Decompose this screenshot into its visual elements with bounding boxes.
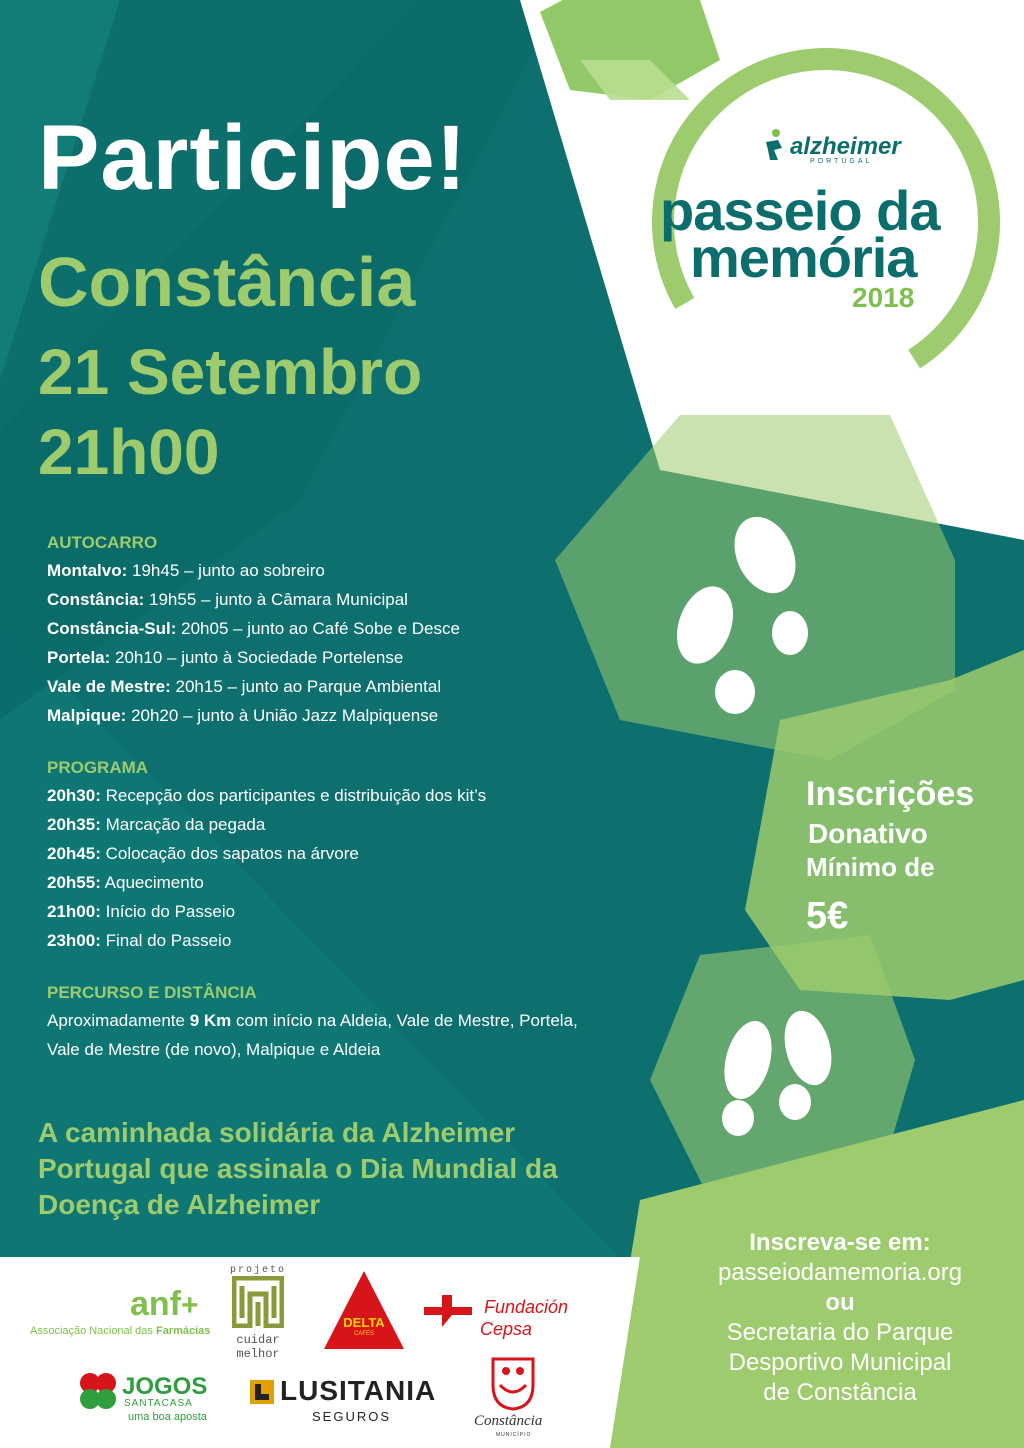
event-city: Constância xyxy=(38,243,416,321)
anf-mark: anf xyxy=(130,1285,181,1323)
program-time: 20h45: xyxy=(47,844,101,863)
inscricoes-box xyxy=(790,775,1015,938)
autocarro-title: AUTOCARRO xyxy=(47,533,158,552)
program-time: 20h35: xyxy=(47,815,101,834)
percurso-section xyxy=(47,980,607,1064)
program-time: 20h30: xyxy=(47,786,101,805)
cuidar-line2: melhor xyxy=(236,1347,280,1361)
program-time: 21h00: xyxy=(47,902,101,921)
event-year: 2018 xyxy=(852,282,915,313)
lusitania-icon xyxy=(250,1380,274,1409)
cuidar-maze-icon xyxy=(232,1276,284,1328)
list-item xyxy=(47,839,486,868)
stop-place: Vale de Mestre: xyxy=(47,677,171,696)
program-detail: Início do Passeio xyxy=(100,902,236,921)
list-item xyxy=(47,672,460,701)
autocarro-section xyxy=(47,530,460,730)
programa-section xyxy=(47,755,486,955)
register-line1: Secretaria do Parque xyxy=(726,1319,954,1346)
percurso-title: PERCURSO E DISTÂNCIA xyxy=(47,983,257,1002)
list-item xyxy=(47,897,486,926)
programa-title: PROGRAMA xyxy=(47,758,149,777)
stop-place: Montalvo: xyxy=(47,561,128,580)
stop-place: Constância-Sul: xyxy=(47,619,177,638)
register-line3: de Constância xyxy=(763,1379,917,1406)
percurso-text-after: com início na Aldeia, Vale de Mestre, Portela, Vale de Mestre (de novo), Malpique e Aldeia xyxy=(47,1011,578,1059)
cuidar-line1: cuidar xyxy=(236,1333,280,1347)
plus-icon: + xyxy=(181,1289,199,1322)
event-date: 21 Setembro xyxy=(38,336,423,408)
anf-name-a: Associação Nacional das xyxy=(30,1325,156,1337)
jogos-tagline: uma boa aposta xyxy=(128,1411,207,1423)
list-item xyxy=(47,868,486,897)
percurso-text-before: Aproximadamente xyxy=(47,1011,190,1030)
jogos-sub: SANTACASA xyxy=(124,1398,193,1409)
event-name-line2: memória xyxy=(690,226,917,289)
constancia-crest-icon xyxy=(488,1355,538,1416)
cepsa-line2: Cepsa xyxy=(480,1319,533,1339)
anf-name xyxy=(30,1325,210,1337)
stop-detail: 19h55 – junto à Câmara Municipal xyxy=(144,590,408,609)
inscricoes-donativo: Donativo xyxy=(808,818,928,849)
tagline: A caminhada solidária da Alzheimer Portugal que assinala o Dia Mundial da Doença de Alzheimer xyxy=(38,1117,558,1220)
alzheimer-logo-icon xyxy=(762,128,786,167)
program-detail: Final do Passeio xyxy=(100,931,232,950)
event-time: 21h00 xyxy=(38,416,220,488)
register-box xyxy=(660,1228,1020,1408)
register-url[interactable]: passeiodamemoria.org xyxy=(717,1259,963,1286)
stop-detail: 20h20 – junto à União Jazz Malpiquense xyxy=(126,706,439,725)
constancia-sub: MUNICÍPIO xyxy=(496,1432,532,1438)
list-item xyxy=(47,781,486,810)
inscricoes-title: Inscrições xyxy=(806,775,975,813)
alzheimer-brand: alzheimer xyxy=(790,133,901,160)
event-name-line1: passeio da xyxy=(660,179,940,242)
alzheimer-brand-sub: PORTUGAL xyxy=(810,158,873,165)
delta-logo xyxy=(322,1269,406,1356)
stop-detail: 20h10 – junto à Sociedade Portelense xyxy=(110,648,404,667)
program-time: 23h00: xyxy=(47,931,101,950)
stop-place: Constância: xyxy=(47,590,145,609)
list-item xyxy=(47,810,486,839)
lusitania-name: LUSITANIA xyxy=(280,1375,437,1406)
sponsors-strip xyxy=(0,1257,600,1448)
page-title: Participe! xyxy=(38,107,468,209)
list-item xyxy=(47,556,460,585)
list-item xyxy=(47,701,460,730)
program-detail: Recepção dos participantes e distribuição dos kit’s xyxy=(100,786,487,805)
percurso-distance: 9 Km xyxy=(189,1011,232,1030)
anf-name-b: Farmácias xyxy=(155,1325,211,1337)
stop-place: Portela: xyxy=(47,648,111,667)
cepsa-icon xyxy=(422,1293,474,1329)
stop-place: Malpique: xyxy=(47,706,127,725)
jogos-name: JOGOS xyxy=(122,1373,208,1400)
stop-detail: 19h45 – junto ao sobreiro xyxy=(127,561,325,580)
cepsa-line1: Fundación xyxy=(484,1297,569,1317)
stop-detail: 20h05 – junto ao Café Sobe e Desce xyxy=(176,619,460,638)
delta-sub: CAFÉS xyxy=(353,1331,374,1337)
cuidar-top: projeto xyxy=(229,1265,286,1276)
register-heading: Inscreva-se em: xyxy=(749,1229,931,1256)
inscricoes-minimo: Mínimo de xyxy=(806,852,935,882)
cuidar-melhor-logo xyxy=(228,1265,288,1361)
register-or: ou xyxy=(825,1289,855,1316)
program-time: 20h55: xyxy=(47,873,101,892)
delta-triangle-icon xyxy=(322,1269,406,1351)
list-item xyxy=(47,926,486,955)
program-detail: Aquecimento xyxy=(100,873,204,892)
lusitania-sub: SEGUROS xyxy=(312,1409,392,1424)
anf-logo xyxy=(130,1285,199,1324)
inscricoes-amount: 5€ xyxy=(806,895,849,937)
program-detail: Marcação da pegada xyxy=(100,815,266,834)
list-item xyxy=(47,614,460,643)
stop-detail: 20h15 – junto ao Parque Ambiental xyxy=(170,677,442,696)
percurso-text xyxy=(47,1006,607,1064)
program-detail: Colocação dos sapatos na árvore xyxy=(100,844,359,863)
list-item xyxy=(47,643,460,672)
register-line2: Desportivo Municipal xyxy=(728,1349,952,1376)
delta-name: DELTA xyxy=(343,1315,385,1330)
constancia-name: Constância xyxy=(474,1413,543,1429)
santacasa-clover-icon xyxy=(76,1369,120,1418)
list-item xyxy=(47,585,460,614)
cepsa-logo xyxy=(422,1293,474,1334)
